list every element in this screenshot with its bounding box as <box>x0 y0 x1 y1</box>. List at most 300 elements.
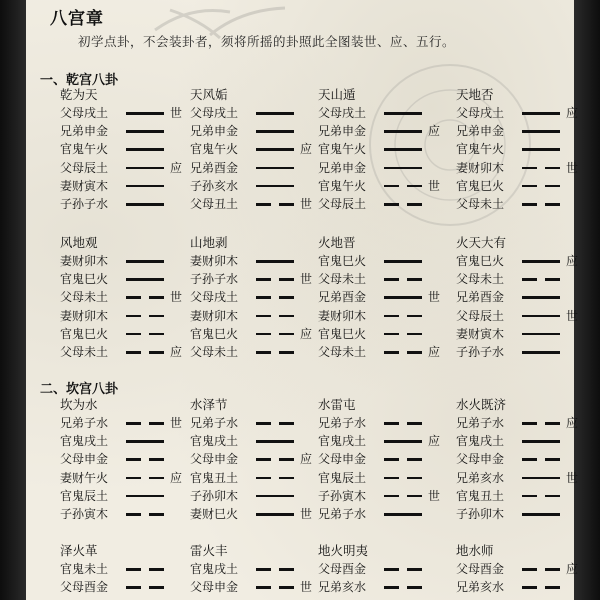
yang-line <box>522 477 560 480</box>
yao-label: 妻财午火 <box>60 470 109 485</box>
hexagram-name: 泽火革 <box>60 543 98 558</box>
yao-label: 父母申金 <box>190 580 239 595</box>
yao-label: 官鬼巳火 <box>60 326 109 341</box>
yao-row <box>190 414 330 432</box>
yao-label: 父母酉金 <box>60 580 109 595</box>
shi-ying-mark: 应 <box>170 160 183 175</box>
yao-row <box>456 343 596 361</box>
yang-line <box>126 185 164 188</box>
yao-row <box>456 288 596 306</box>
yin-line <box>522 495 560 498</box>
yao-label: 父母丑土 <box>190 196 239 211</box>
yao-label: 官鬼戌土 <box>60 434 109 449</box>
yao-label: 妻财卯木 <box>60 308 109 323</box>
hexagram-group <box>60 396 200 523</box>
hexagram-name: 地水师 <box>456 543 494 558</box>
yao-row <box>60 560 200 578</box>
yang-line <box>256 148 294 151</box>
yao-row <box>60 140 200 158</box>
yin-line <box>256 351 294 354</box>
yao-label: 兄弟申金 <box>318 124 367 139</box>
yao-label: 子孙卯木 <box>190 488 239 503</box>
yao-label: 官鬼未土 <box>60 562 109 576</box>
yao-label: 兄弟子水 <box>190 416 239 430</box>
yao-label: 兄弟申金 <box>60 124 109 139</box>
yin-line <box>126 458 164 461</box>
yao-label: 官鬼戌土 <box>190 434 239 449</box>
hexagram-name: 坎为水 <box>60 397 98 412</box>
yao-label: 父母未土 <box>456 196 505 211</box>
yao-row <box>190 159 330 177</box>
yao-row <box>190 560 330 578</box>
yao-label: 兄弟申金 <box>190 124 239 139</box>
yang-line <box>384 260 422 263</box>
yin-line <box>256 422 294 425</box>
yao-row <box>318 505 458 523</box>
yang-line <box>256 112 294 115</box>
yang-line <box>522 112 560 115</box>
yang-line <box>256 513 294 516</box>
shi-ying-mark: 世 <box>300 272 313 287</box>
yang-line <box>256 260 294 263</box>
hexagram-group <box>456 234 596 361</box>
shi-ying-mark: 应 <box>300 326 313 341</box>
yao-label: 兄弟申金 <box>456 124 505 139</box>
yao-row <box>456 325 596 343</box>
yao-row <box>60 487 200 505</box>
yang-line <box>384 148 422 151</box>
yao-row <box>456 469 596 487</box>
yao-label: 妻财卯木 <box>60 254 109 268</box>
yao-label: 父母辰土 <box>456 308 505 323</box>
yang-line <box>522 148 560 151</box>
yang-line <box>522 130 560 133</box>
yao-label: 父母辰土 <box>60 160 109 175</box>
yao-row <box>190 578 330 596</box>
yao-row <box>318 140 458 158</box>
shi-ying-mark: 世 <box>428 290 441 305</box>
yang-line <box>384 130 422 133</box>
yao-label: 父母酉金 <box>318 562 367 576</box>
hexagram-group <box>60 86 200 213</box>
yin-line <box>384 495 422 498</box>
yin-line <box>126 333 164 336</box>
yao-row <box>60 578 200 596</box>
yao-row <box>60 307 200 325</box>
yao-label: 兄弟子水 <box>318 506 367 521</box>
yin-line <box>256 203 294 206</box>
yao-row <box>456 414 596 432</box>
yin-line <box>126 315 164 318</box>
yin-line <box>384 568 422 571</box>
yao-row <box>190 177 330 195</box>
yao-label: 子孙子水 <box>190 272 239 287</box>
yao-label: 父母戌土 <box>190 106 239 120</box>
yao-row <box>60 288 200 306</box>
yin-line <box>256 458 294 461</box>
yang-line <box>522 333 560 336</box>
yang-line <box>522 296 560 299</box>
shi-ying-mark: 应 <box>566 416 579 430</box>
yin-line <box>522 586 560 589</box>
yao-row <box>456 104 596 122</box>
yang-line <box>384 440 422 443</box>
yao-row <box>318 104 458 122</box>
yao-row <box>318 578 458 596</box>
yao-row <box>318 307 458 325</box>
yang-line <box>384 296 422 299</box>
yao-label: 官鬼午火 <box>190 142 239 157</box>
yao-row <box>60 270 200 288</box>
yao-label: 官鬼丑土 <box>456 488 505 503</box>
shi-ying-mark: 应 <box>428 124 441 139</box>
yao-label: 官鬼午火 <box>318 142 367 157</box>
shi-ying-mark: 应 <box>170 344 183 359</box>
yin-line <box>126 586 164 589</box>
yao-row <box>318 450 458 468</box>
hexagram-name: 乾为天 <box>60 87 98 102</box>
shi-ying-mark: 世 <box>300 196 313 211</box>
shi-ying-mark: 世 <box>170 290 183 305</box>
yao-label: 官鬼辰土 <box>318 470 367 485</box>
yao-label: 官鬼巳火 <box>318 326 367 341</box>
hexagram-group <box>190 542 330 596</box>
yao-row <box>190 487 330 505</box>
shi-ying-mark: 应 <box>170 470 183 485</box>
hexagram-name: 天地否 <box>456 87 494 102</box>
yin-line <box>256 278 294 281</box>
yao-label: 父母戌土 <box>456 106 505 120</box>
hexagram-name: 水雷屯 <box>318 397 356 412</box>
yao-row <box>190 469 330 487</box>
yao-row <box>60 414 200 432</box>
yao-label: 父母戌土 <box>60 106 109 120</box>
shi-ying-mark: 世 <box>170 416 183 430</box>
yao-row <box>318 469 458 487</box>
yao-row <box>456 560 596 578</box>
yang-line <box>384 112 422 115</box>
yin-line <box>126 351 164 354</box>
yao-label: 子孙寅木 <box>60 506 109 521</box>
yao-label: 子孙卯木 <box>456 506 505 521</box>
yao-row <box>60 252 200 270</box>
yao-label: 父母申金 <box>60 452 109 467</box>
yao-row <box>456 487 596 505</box>
yao-label: 父母未土 <box>318 344 367 359</box>
yao-label: 妻财巳火 <box>190 506 239 521</box>
hexagram-group <box>318 86 458 213</box>
yao-row <box>456 432 596 450</box>
yao-row <box>318 414 458 432</box>
shi-ying-mark: 应 <box>566 562 579 576</box>
yang-line <box>522 315 560 318</box>
yang-line <box>522 351 560 354</box>
shi-ying-mark: 世 <box>300 506 313 521</box>
hexagram-name: 山地剥 <box>190 235 228 250</box>
yao-label: 官鬼戌土 <box>318 434 367 449</box>
yao-row <box>190 195 330 213</box>
yao-row <box>318 432 458 450</box>
yao-label: 兄弟亥水 <box>456 580 505 595</box>
yin-line <box>384 422 422 425</box>
yin-line <box>126 477 164 480</box>
shi-ying-mark: 世 <box>300 580 313 595</box>
yin-line <box>384 278 422 281</box>
yao-row <box>456 140 596 158</box>
yao-label: 兄弟亥水 <box>318 580 367 595</box>
hexagram-name: 火地晋 <box>318 235 356 250</box>
yin-line <box>126 513 164 516</box>
shi-ying-mark: 应 <box>428 344 441 359</box>
yang-line <box>126 495 164 498</box>
yao-label: 官鬼午火 <box>456 142 505 157</box>
yao-row <box>318 270 458 288</box>
yao-label: 兄弟酉金 <box>318 290 367 305</box>
yao-row <box>190 432 330 450</box>
hexagram-name: 风地观 <box>60 235 98 250</box>
yao-row <box>318 122 458 140</box>
yao-row <box>190 505 330 523</box>
shi-ying-mark: 世 <box>566 160 579 175</box>
shi-ying-mark: 应 <box>300 452 313 467</box>
yao-label: 官鬼午火 <box>60 142 109 157</box>
yao-row <box>190 343 330 361</box>
hexagram-name: 水火既济 <box>456 397 507 412</box>
yao-row <box>190 122 330 140</box>
yao-label: 兄弟申金 <box>318 160 367 175</box>
yao-row <box>318 325 458 343</box>
yin-line <box>522 203 560 206</box>
yin-line <box>256 586 294 589</box>
shi-ying-mark: 世 <box>170 106 183 120</box>
yao-label: 官鬼巳火 <box>456 254 505 268</box>
yao-label: 官鬼巳火 <box>60 272 109 287</box>
section-heading-kan: 二、坎宫八卦 <box>40 382 119 397</box>
yao-row <box>60 122 200 140</box>
yao-row <box>190 270 330 288</box>
yao-label: 兄弟子水 <box>456 416 505 430</box>
yao-row <box>456 578 596 596</box>
yao-label: 父母酉金 <box>456 562 505 576</box>
yin-line <box>256 333 294 336</box>
yao-label: 妻财寅木 <box>60 178 109 193</box>
yao-row <box>60 343 200 361</box>
shi-ying-mark: 应 <box>300 142 313 157</box>
yang-line <box>522 440 560 443</box>
hexagram-group <box>318 396 458 523</box>
hexagram-group <box>190 86 330 213</box>
hexagram-group <box>60 542 200 596</box>
hexagram-group <box>318 234 458 361</box>
yao-row <box>456 270 596 288</box>
yao-label: 兄弟酉金 <box>456 290 505 305</box>
yang-line <box>126 167 164 170</box>
section-heading-qian: 一、乾宫八卦 <box>40 73 119 88</box>
yao-row <box>456 307 596 325</box>
yao-label: 父母未土 <box>60 290 109 305</box>
yin-line <box>384 477 422 480</box>
yao-label: 父母戌土 <box>190 290 239 305</box>
yang-line <box>256 440 294 443</box>
yao-label: 官鬼午火 <box>318 178 367 193</box>
yao-row <box>190 325 330 343</box>
yao-label: 父母申金 <box>456 452 505 467</box>
yao-row <box>190 104 330 122</box>
yao-label: 父母申金 <box>190 452 239 467</box>
yao-row <box>318 288 458 306</box>
yao-label: 官鬼丑土 <box>190 470 239 485</box>
yin-line <box>256 315 294 318</box>
yin-line <box>522 458 560 461</box>
hexagram-group <box>190 234 330 361</box>
yao-label: 子孙子水 <box>456 344 505 359</box>
yao-label: 父母戌土 <box>318 106 367 120</box>
yin-line <box>126 296 164 299</box>
yao-label: 官鬼戌土 <box>190 562 239 576</box>
yin-line <box>522 422 560 425</box>
yao-label: 官鬼辰土 <box>60 488 109 503</box>
yao-row <box>318 195 458 213</box>
yao-row <box>190 252 330 270</box>
yao-row <box>456 159 596 177</box>
hexagram-name: 天风姤 <box>190 87 228 102</box>
yao-row <box>318 343 458 361</box>
yao-row <box>60 325 200 343</box>
yang-line <box>256 185 294 188</box>
yao-label: 官鬼戌土 <box>456 434 505 449</box>
yin-line <box>522 278 560 281</box>
yang-line <box>256 167 294 170</box>
yao-row <box>60 432 200 450</box>
yao-row <box>318 159 458 177</box>
shi-ying-mark: 世 <box>428 488 441 503</box>
left-bezel <box>0 0 26 600</box>
yao-label: 子孙子水 <box>60 196 109 211</box>
yao-label: 官鬼巳火 <box>190 326 239 341</box>
yao-label: 兄弟酉金 <box>190 160 239 175</box>
yao-row <box>318 252 458 270</box>
yang-line <box>384 513 422 516</box>
yao-label: 兄弟子水 <box>318 416 367 430</box>
yin-line <box>126 422 164 425</box>
yao-row <box>456 450 596 468</box>
yang-line <box>126 130 164 133</box>
hexagram-group <box>318 542 458 596</box>
shi-ying-mark: 应 <box>566 106 579 120</box>
yang-line <box>126 260 164 263</box>
yao-label: 妻财寅木 <box>456 326 505 341</box>
yao-label: 官鬼巳火 <box>318 254 367 268</box>
hexagram-group <box>456 396 596 523</box>
yang-line <box>126 278 164 281</box>
intro-text: 初学点卦，不会装卦者，须将所摇的卦照此全图装世、应、五行。 <box>78 34 456 49</box>
yao-row <box>190 450 330 468</box>
yao-label: 官鬼巳火 <box>456 178 505 193</box>
yin-line <box>384 351 422 354</box>
hexagram-group <box>456 86 596 213</box>
hexagram-group <box>190 396 330 523</box>
yin-line <box>522 167 560 170</box>
hexagram-group <box>456 542 596 596</box>
yin-line <box>384 203 422 206</box>
yin-line <box>522 568 560 571</box>
yin-line <box>256 477 294 480</box>
yin-line <box>126 568 164 571</box>
yao-label: 妻财卯木 <box>190 254 239 268</box>
yao-label: 父母未土 <box>318 272 367 287</box>
yao-row <box>456 252 596 270</box>
yao-row <box>60 159 200 177</box>
yao-row <box>190 288 330 306</box>
yin-line <box>384 185 422 188</box>
hexagram-name: 火天大有 <box>456 235 507 250</box>
hexagram-name: 水泽节 <box>190 397 228 412</box>
yao-label: 妻财卯木 <box>456 160 505 175</box>
yang-line <box>126 203 164 206</box>
yao-label: 父母辰土 <box>318 196 367 211</box>
yao-label: 兄弟亥水 <box>456 470 505 485</box>
yao-label: 父母申金 <box>318 452 367 467</box>
yang-line <box>256 130 294 133</box>
yao-row <box>456 195 596 213</box>
yang-line <box>522 513 560 516</box>
yin-line <box>384 458 422 461</box>
yao-label: 子孙亥水 <box>190 178 239 193</box>
yao-row <box>60 104 200 122</box>
yao-label: 妻财卯木 <box>190 308 239 323</box>
yao-row <box>60 505 200 523</box>
yin-line <box>256 568 294 571</box>
hexagram-group <box>60 234 200 361</box>
hexagram-name: 雷火丰 <box>190 543 228 558</box>
shi-ying-mark: 世 <box>566 470 579 485</box>
yin-line <box>256 296 294 299</box>
yin-line <box>384 333 422 336</box>
shi-ying-mark: 世 <box>428 178 441 193</box>
yao-label: 父母未土 <box>456 272 505 287</box>
yao-row <box>456 505 596 523</box>
yao-label: 父母未土 <box>60 344 109 359</box>
yao-row <box>60 469 200 487</box>
hexagram-name: 地火明夷 <box>318 543 369 558</box>
hexagram-name: 天山遁 <box>318 87 356 102</box>
shi-ying-mark: 世 <box>566 308 579 323</box>
yao-label: 兄弟子水 <box>60 416 109 430</box>
yao-row <box>60 177 200 195</box>
shi-ying-mark: 应 <box>566 254 579 268</box>
shi-ying-mark: 应 <box>428 434 441 449</box>
yao-row <box>60 450 200 468</box>
yang-line <box>522 260 560 263</box>
yao-row <box>190 140 330 158</box>
yin-line <box>522 185 560 188</box>
yang-line <box>126 112 164 115</box>
yao-label: 子孙寅木 <box>318 488 367 503</box>
yang-line <box>256 495 294 498</box>
yao-row <box>60 195 200 213</box>
yao-row <box>318 177 458 195</box>
yin-line <box>384 315 422 318</box>
yang-line <box>126 148 164 151</box>
yao-row <box>318 560 458 578</box>
page-title: 八宫章 <box>50 9 104 29</box>
yao-label: 妻财卯木 <box>318 308 367 323</box>
yang-line <box>384 167 422 170</box>
yang-line <box>126 440 164 443</box>
yao-row <box>190 307 330 325</box>
yin-line <box>384 586 422 589</box>
yao-row <box>456 122 596 140</box>
